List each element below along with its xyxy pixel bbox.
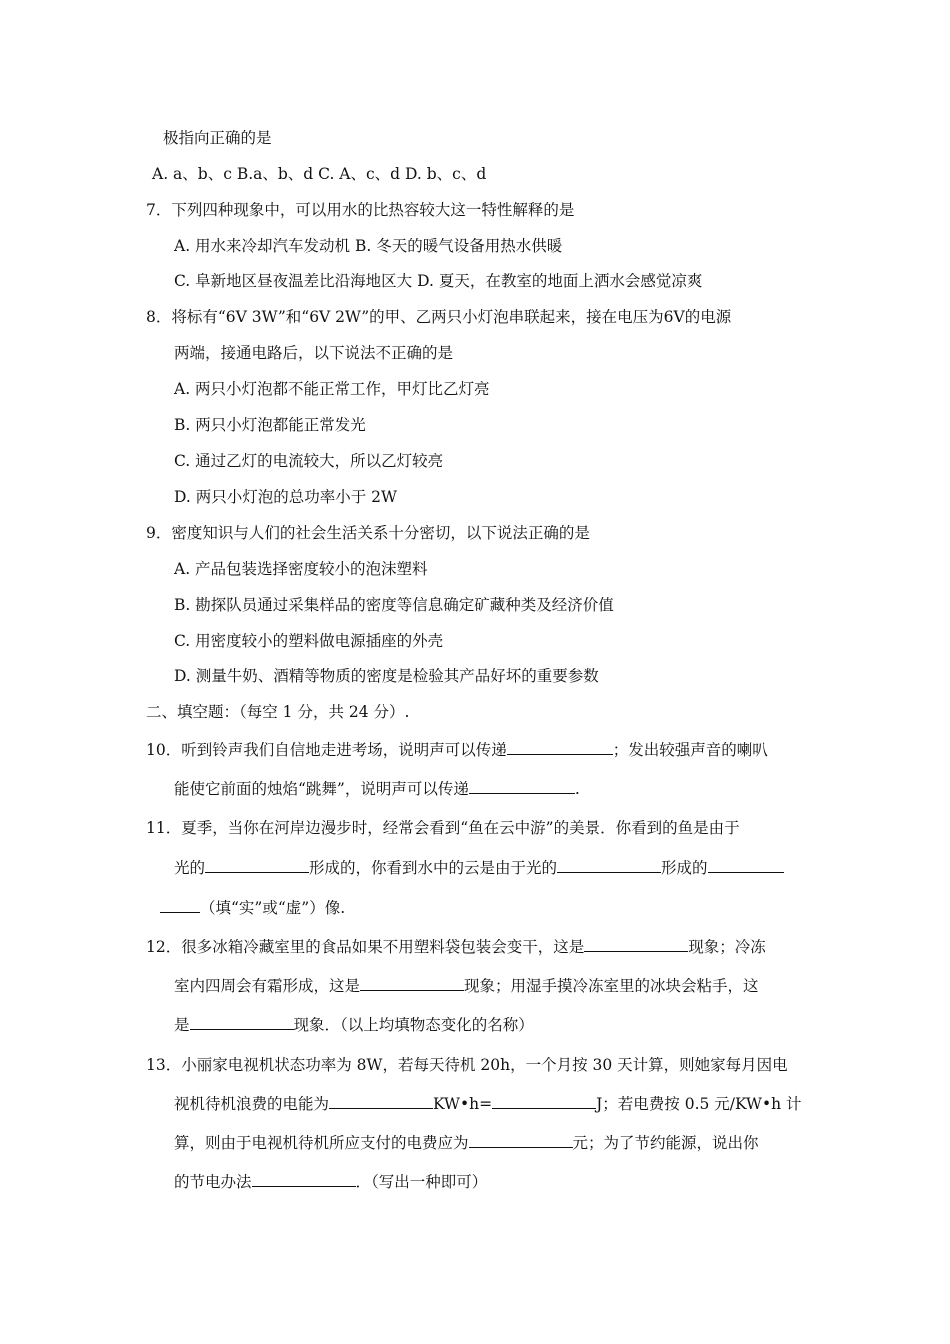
q13-line1: 13．小丽家电视机状态功率为 8W，若每天待机 20h，一个月按 30 天计算，则她家每月因电 — [146, 1056, 788, 1074]
q10-text-1: 10．听到铃声我们自信地走进考场，说明声可以传递 — [146, 741, 507, 759]
q10-blank-1[interactable] — [507, 740, 613, 755]
q12-text-3: 室内四周会有霜形成，这是 — [174, 977, 361, 995]
q8-option-a: A. 两只小灯泡都不能正常工作，甲灯比乙灯亮 — [174, 380, 490, 398]
q11-blank-3a[interactable] — [708, 858, 784, 873]
q12-blank-1[interactable] — [584, 937, 688, 952]
q11-text-4: （填“实”或“虚”）像. — [200, 899, 346, 917]
q13-blank-3[interactable] — [469, 1133, 573, 1148]
q10-line1 — [146, 740, 768, 760]
q10-text-2: ；发出较强声音的喇叭 — [612, 741, 768, 759]
q8-stem-line2: 两端，接通电路后，以下说法不正确的是 — [174, 344, 454, 362]
q13-blank-2[interactable] — [492, 1094, 596, 1109]
q12-line2 — [174, 976, 759, 996]
q13-text-5: 元；为了节约能源，说出你 — [572, 1134, 759, 1152]
q13-text-7: ．（写出一种即可） — [355, 1173, 488, 1191]
q11-line3 — [160, 898, 345, 918]
q13-text-3: J；若电费按 0.5 元/KW•h 计 — [596, 1095, 802, 1113]
q11-text-3: 形成的 — [661, 859, 708, 877]
q11-text-1: 光的 — [174, 859, 206, 877]
q8-option-b: B. 两只小灯泡都能正常发光 — [174, 416, 366, 434]
q12-text-1: 12．很多冰箱冷藏室里的食品如果不用塑料袋包装会变干，这是 — [146, 938, 585, 956]
q13-line2 — [174, 1094, 802, 1114]
q9-option-d: D. 测量牛奶、酒精等物质的密度是检验其产品好坏的重要参数 — [174, 667, 599, 685]
q12-text-4: 现象；用湿手摸冷冻室里的冰块会粘手，这 — [464, 977, 759, 995]
q11-blank-1[interactable] — [205, 858, 309, 873]
q10-line2 — [174, 779, 580, 799]
q12-text-5: 是 — [174, 1016, 190, 1034]
q13-text-4: 算，则由于电视机待机所应支付的电费应为 — [174, 1134, 469, 1152]
q10-text-4: . — [574, 780, 580, 798]
q7-options-ab: A. 用水来冷却汽车发动机 B. 冬天的暖气设备用热水供暖 — [174, 237, 563, 255]
q13-line4 — [174, 1172, 487, 1192]
q11-line2 — [174, 858, 784, 878]
q13-line3 — [174, 1133, 759, 1153]
q8-option-d: D. 两只小灯泡的总功率小于 2W — [174, 488, 397, 506]
q12-line1 — [146, 937, 766, 957]
q9-stem: 9．密度知识与人们的社会生活关系十分密切，以下说法正确的是 — [146, 524, 590, 542]
q13-blank-4[interactable] — [252, 1172, 356, 1187]
q12-text-6: 现象．（以上均填物态变化的名称） — [293, 1016, 534, 1034]
q11-text-2: 形成的，你看到水中的云是由于光的 — [309, 859, 558, 877]
q10-blank-2[interactable] — [469, 779, 575, 794]
q13-text-6: 的节电办法 — [174, 1173, 252, 1191]
q11-blank-2[interactable] — [557, 858, 661, 873]
q8-option-c: C. 通过乙灯的电流较大，所以乙灯较亮 — [174, 452, 444, 470]
q12-blank-3[interactable] — [190, 1015, 294, 1030]
q6-continuation: 极指向正确的是 — [163, 129, 272, 147]
q12-text-2: 现象；冷冻 — [688, 938, 766, 956]
q10-text-3: 能使它前面的烛焰“跳舞”，说明声可以传递 — [174, 780, 469, 798]
q7-stem: 7．下列四种现象中，可以用水的比热容较大这一特性解释的是 — [146, 201, 575, 219]
q9-option-c: C. 用密度较小的塑料做电源插座的外壳 — [174, 632, 444, 650]
q11-blank-3b[interactable] — [160, 898, 200, 913]
q9-option-a: A. 产品包装选择密度较小的泡沫塑料 — [174, 560, 428, 578]
section-fill-in-heading: 二、填空题：（每空 1 分，共 24 分）. — [146, 703, 410, 721]
q13-text-1: 视机待机浪费的电能为 — [174, 1095, 330, 1113]
q7-options-cd: C. 阜新地区昼夜温差比沿海地区大 D. 夏天，在教室的地面上洒水会感觉凉爽 — [174, 272, 703, 290]
q6-options: A. a、b、c B.a、b、d C. A、c、d D. b、c、d — [152, 165, 487, 183]
q11-line1: 11．夏季，当你在河岸边漫步时，经常会看到“鱼在云中游”的美景．你看到的鱼是由于 — [146, 819, 740, 837]
q12-blank-2[interactable] — [360, 976, 464, 991]
q13-blank-1[interactable] — [329, 1094, 433, 1109]
q9-option-b: B. 勘探队员通过采集样品的密度等信息确定矿藏种类及经济价值 — [174, 596, 614, 614]
q13-text-2: KW•h= — [433, 1095, 493, 1113]
q12-line3 — [174, 1015, 534, 1035]
q8-stem-line1: 8．将标有“6V 3W”和“6V 2W”的甲、乙两只小灯泡串联起来，接在电压为6V的电源 — [146, 308, 732, 326]
